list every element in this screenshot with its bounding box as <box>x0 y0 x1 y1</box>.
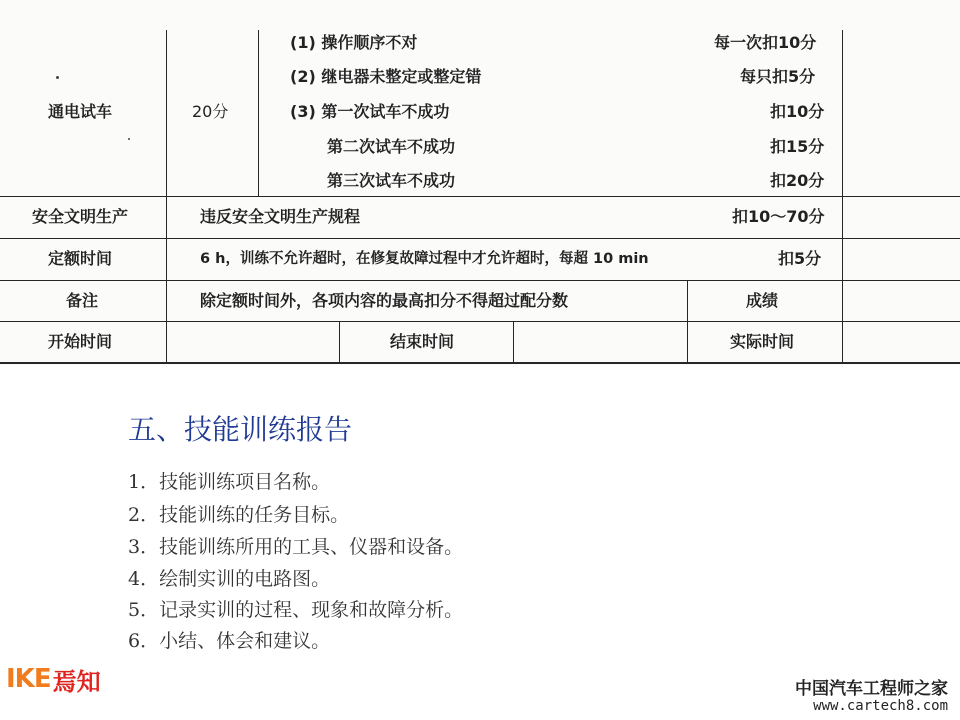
logo-latin: IKE <box>6 664 51 694</box>
list-item: 1．技能训练项目名称。 <box>128 471 331 493</box>
scan-speck <box>128 138 130 140</box>
deduction-text: 扣15分 <box>770 137 825 156</box>
deduction-text: 扣10分 <box>770 102 825 121</box>
detail-text: 违反安全文明生产规程 <box>200 207 361 226</box>
row-label-quota-time: 定额时间 <box>48 249 113 268</box>
list-item: 2．技能训练的任务目标。 <box>128 504 350 526</box>
watermark-url: www.cartech8.com <box>813 698 948 714</box>
actual-time-label: 实际时间 <box>730 332 795 351</box>
detail-text: (1) 操作顺序不对 <box>290 33 418 52</box>
list-item: 5．记录实训的过程、现象和故障分析。 <box>128 599 464 621</box>
end-time-label: 结束时间 <box>390 332 455 351</box>
section-heading: 五、技能训练报告 <box>128 413 353 446</box>
start-time-label: 开始时间 <box>48 332 113 351</box>
table-rule <box>0 362 960 364</box>
deduction-text: 扣5分 <box>778 249 822 268</box>
table-rule <box>0 321 960 322</box>
table-rule <box>339 321 340 362</box>
row-label-remarks: 备注 <box>66 291 99 310</box>
table-rule <box>0 280 960 281</box>
row-label-power-test: 通电试车 <box>48 102 113 121</box>
list-item: 3．技能训练所用的工具、仪器和设备。 <box>128 536 464 558</box>
watermark-title: 中国汽车工程师之家 <box>795 679 948 699</box>
row-label-safety: 安全文明生产 <box>32 207 129 226</box>
deduction-text: 扣10～70分 <box>732 207 825 226</box>
ike-logo <box>6 664 101 694</box>
scan-speck <box>56 76 59 79</box>
detail-text: (3) 第一次试车不成功 <box>290 102 450 121</box>
table-rule <box>842 30 843 362</box>
table-rule <box>0 238 960 239</box>
table-rule <box>0 196 960 197</box>
logo-chinese: 焉知 <box>52 667 101 696</box>
deduction-text: 每只扣5分 <box>740 67 816 86</box>
deduction-text: 每一次扣10分 <box>714 33 817 52</box>
table-rule <box>513 321 514 362</box>
detail-text: 6 h，训练不允许超时，在修复故障过程中才允许超时，每超 10 min <box>200 251 649 267</box>
detail-text: 除定额时间外，各项内容的最高扣分不得超过配分数 <box>200 291 569 310</box>
table-rule <box>166 30 167 362</box>
detail-text: 第三次试车不成功 <box>327 171 456 190</box>
list-item: 6．小结、体会和建议。 <box>128 630 331 652</box>
table-rule <box>258 30 259 196</box>
table-rule <box>687 280 688 362</box>
detail-text: (2) 继电器未整定或整定错 <box>290 67 482 86</box>
detail-text: 第二次试车不成功 <box>327 137 456 156</box>
deduction-text: 扣20分 <box>770 171 825 190</box>
list-item: 4．绘制实训的电路图。 <box>128 568 331 590</box>
grade-label: 成绩 <box>746 291 779 310</box>
score-cell: 20分 <box>192 102 229 121</box>
